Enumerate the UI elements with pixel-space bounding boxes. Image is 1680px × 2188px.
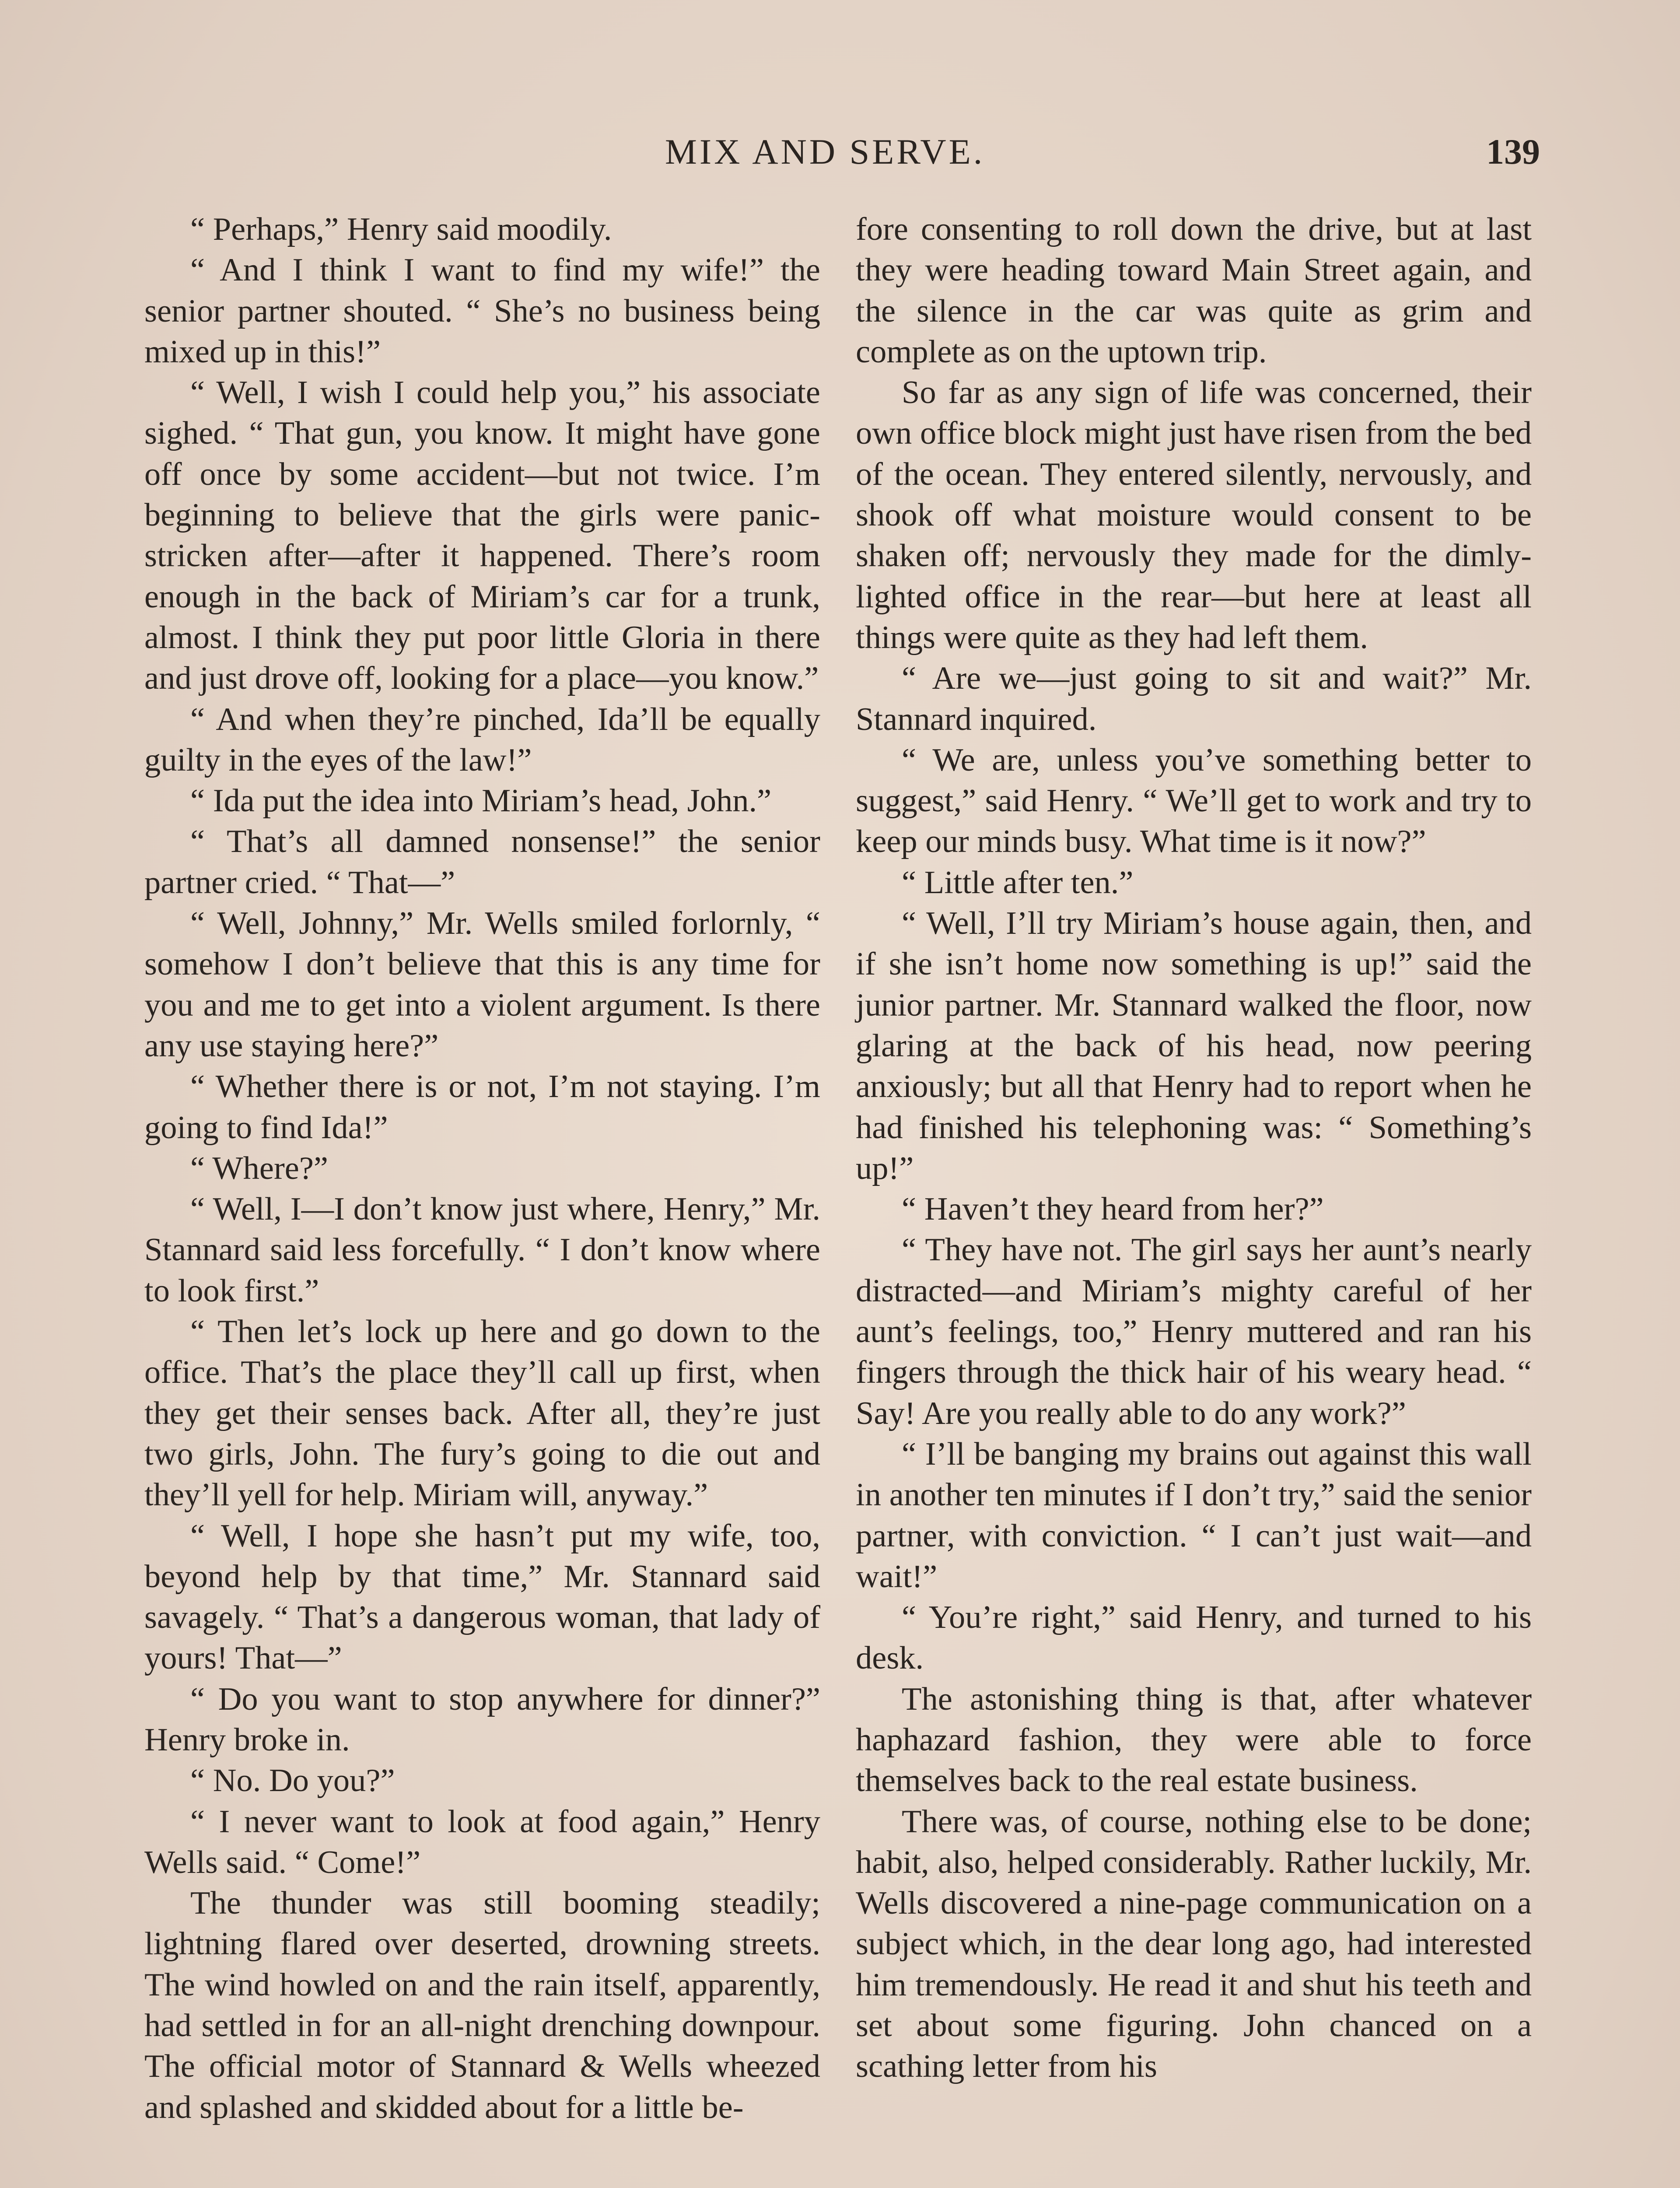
left-column xyxy=(144,209,820,2128)
running-title: MIX AND SERVE. xyxy=(665,132,985,172)
paragraph: “ Well, Johnny,” Mr. Wells smiled forlornly, “ somehow I don’t believe that this is any time for you and me to get into a violent argument. Is there any use staying here?” xyxy=(144,905,820,1064)
paragraph: “ Ida put the idea into Miriam’s head, John.” xyxy=(190,783,772,819)
paragraph: “ Whether there is or not, I’m not staying. I’m going to find Ida!” xyxy=(144,1069,820,1146)
paragraph: “ You’re right,” said Henry, and turned to his desk. xyxy=(856,1599,1532,1676)
paragraph: “ No. Do you?” xyxy=(190,1763,395,1799)
paragraph: “ That’s all damned nonsense!” the senior partner cried. “ That—” xyxy=(144,824,820,901)
paragraph: “ Little after ten.” xyxy=(902,864,1134,901)
paragraph: “ Haven’t they heard from her?” xyxy=(902,1191,1324,1227)
right-column xyxy=(856,209,1532,2087)
paragraph: The astonishing thing is that, after whatever haphazard fashion, they were able to force themselves back to the real estate business. xyxy=(856,1681,1532,1799)
paragraph: “ They have not. The girl says her aunt’s nearly distracted—and Miriam’s mighty careful of her aunt’s feelings, too,” Henry muttered and ran his fingers through the thick hair of his weary head. “ Say! Are you really able to do any work?” xyxy=(856,1232,1532,1431)
paragraph: “ Well, I hope she hasn’t put my wife, too, beyond help by that time,” Mr. Stannard said savagely. “ That’s a dangerous woman, that lady of yours! That—” xyxy=(144,1518,820,1676)
paragraph: The thunder was still booming steadily; lightning flared over deserted, drowning streets. The wind howled on and the rain itself, apparently, had settled in for an all-night drenching downpour. The official motor of Stannard & Wells wheezed and splashed and skidded about for a little be- xyxy=(144,1885,820,2125)
paragraph: “ Perhaps,” Henry said moodily. xyxy=(190,211,612,247)
paragraph: “ Well, I—I don’t know just where, Henry,” Mr. Stannard said less forcefully. “ I don’t know where to look first.” xyxy=(144,1191,820,1309)
paragraph: “ Where?” xyxy=(190,1150,328,1186)
paragraph: “ Are we—just going to sit and wait?” Mr. Stannard inquired. xyxy=(856,660,1532,737)
page-header xyxy=(144,131,1540,188)
paragraph: “ I’ll be banging my brains out against this wall in another ten minutes if I don’t try,” said the senior partner, with conviction. “ I can’t just wait—and wait!” xyxy=(856,1436,1532,1595)
paragraph: “ And when they’re pinched, Ida’ll be equally guilty in the eyes of the law!” xyxy=(144,701,820,778)
paragraph: “ We are, unless you’ve something better to suggest,” said Henry. “ We’ll get to work and try to keep our minds busy. What time is it now?” xyxy=(856,742,1532,860)
paragraph: “ Do you want to stop anywhere for dinner?” Henry broke in. xyxy=(144,1681,820,1758)
paragraph: “ And I think I want to find my wife!” the senior partner shouted. “ She’s no business being mixed up in this!” xyxy=(144,252,820,370)
paragraph: So far as any sign of life was concerned, their own office block might just have risen from the bed of the ocean. They entered silently, nervously, and shook off what moisture would consent to be shaken off; nervously they made for the dimly-lighted office in the rear—but here at least all things were quite as they had left them. xyxy=(856,375,1532,656)
paragraph: “ Well, I wish I could help you,” his associate sighed. “ That gun, you know. It might have gone off once by some accident—but not twice. I’m beginning to believe that the girls were panic-stricken after—after it happened. There’s room enough in the back of Miriam’s car for a trunk, almost. I think they put poor little Gloria in there and just drove off, looking for a place—you know.” xyxy=(144,375,820,697)
paragraph: “ I never want to look at food again,” Henry Wells said. “ Come!” xyxy=(144,1803,820,1880)
paragraph: “ Well, I’ll try Miriam’s house again, then, and if she isn’t home now something is up!” said the junior partner. Mr. Stannard walked the floor, now glaring at the back of his head, now peering anxiously; but all that Henry had to report when he had finished his telephoning was: “ Something’s up!” xyxy=(856,905,1532,1186)
paragraph: There was, of course, nothing else to be done; habit, also, helped considerably. Rather luckily, Mr. Wells discovered a nine-page communication on a subject which, in the dear long ago, had interested him tremendously. He read it and shut his teeth and set about some figuring. John chanced on a scathing letter from his xyxy=(856,1803,1532,2085)
paragraph: “ Then let’s lock up here and go down to the office. That’s the place they’ll call up first, when they get their senses back. After all, they’re just two girls, John. The fury’s going to die out and they’ll yell for help. Miriam will, anyway.” xyxy=(144,1314,820,1513)
page-number: 139 xyxy=(1486,132,1540,172)
paragraph-continued: fore consenting to roll down the drive, but at last they were heading toward Main Street again, and the silence in the car was quite as grim and complete as on the uptown trip. xyxy=(856,211,1532,370)
